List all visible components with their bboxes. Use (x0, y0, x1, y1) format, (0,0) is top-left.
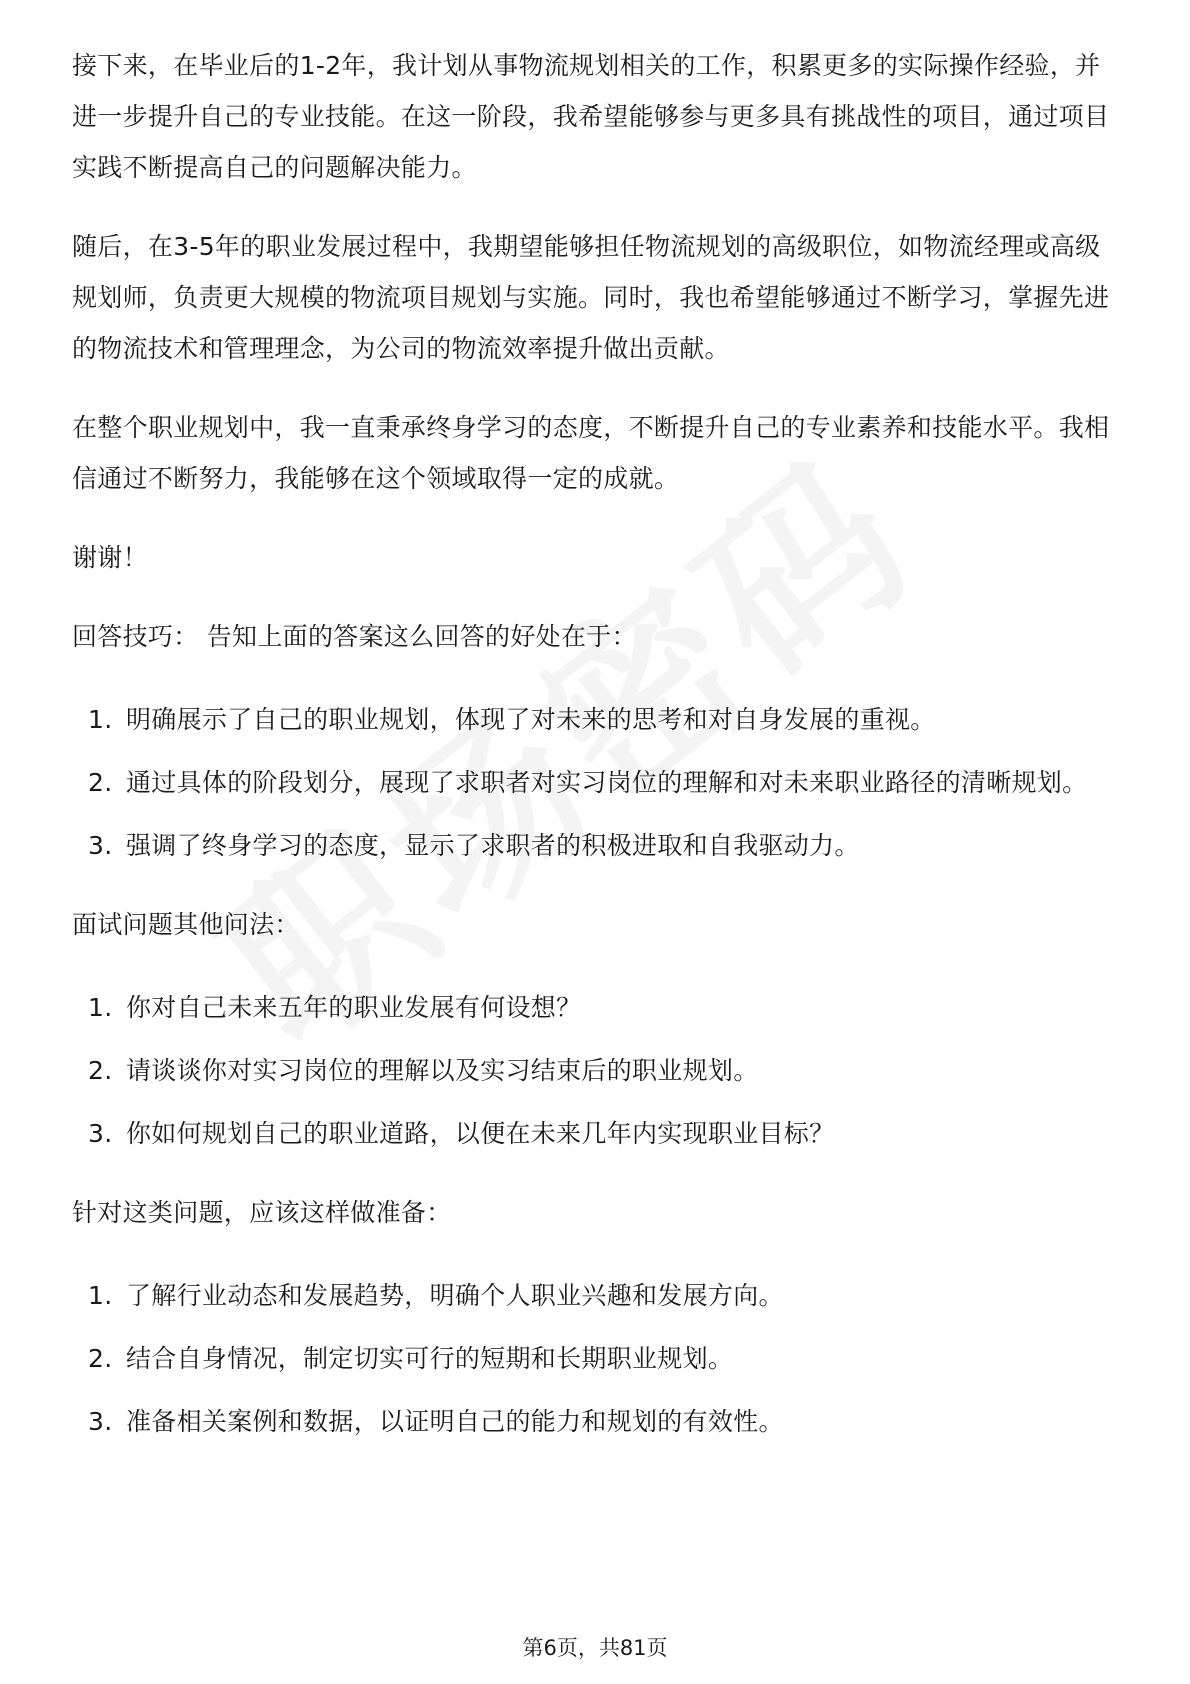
list-number: 2. (88, 1056, 113, 1085)
list-item (72, 982, 1118, 1033)
list-item-text: 强调了终身学习的态度，显示了求职者的积极进取和自我驱动力。 (126, 831, 860, 860)
list-item-text: 通过具体的阶段划分，展现了求职者对实习岗位的理解和对未来职业路径的清晰规划。 (126, 768, 1088, 797)
preparation-list (72, 1270, 1118, 1447)
list-item-text: 了解行业动态和发展趋势，明确个人职业兴趣和发展方向。 (126, 1281, 784, 1310)
tips-list (72, 694, 1118, 871)
list-item (72, 1396, 1118, 1447)
list-number: 2. (88, 1344, 113, 1373)
list-number: 3. (88, 1407, 113, 1436)
page-number-footer: 第6页，共81页 (522, 1636, 668, 1660)
list-number: 1. (88, 993, 113, 1022)
list-item (72, 1108, 1118, 1159)
other-questions-heading: 面试问题其他问法： (72, 910, 300, 939)
list-item-text: 你如何规划自己的职业道路，以便在未来几年内实现职业目标？ (126, 1119, 835, 1148)
list-number: 1. (88, 1281, 113, 1310)
list-item (72, 694, 1118, 745)
other-questions-list (72, 982, 1118, 1159)
tips-heading: 回答技巧： 告知上面的答案这么回答的好处在于： (72, 622, 637, 651)
paragraph-plan-1-2-years: 接下来，在毕业后的1-2年，我计划从事物流规划相关的工作，积累更多的实际操作经验，并进一步提升自己的专业技能。在这一阶段，我希望能够参与更多具有挑战性的项目，通过项目实践不断提高自己的问题解决能力。 (72, 51, 1110, 182)
preparation-heading: 针对这类问题，应该这样做准备： (72, 1198, 452, 1227)
list-number: 3. (88, 831, 113, 860)
list-item (72, 1045, 1118, 1096)
list-item (72, 1270, 1118, 1321)
list-item (72, 757, 1118, 808)
list-item-text: 明确展示了自己的职业规划，体现了对未来的思考和对自身发展的重视。 (126, 705, 936, 734)
list-item-text: 结合自身情况，制定切实可行的短期和长期职业规划。 (126, 1344, 734, 1373)
list-item-text: 请谈谈你对实习岗位的理解以及实习结束后的职业规划。 (126, 1056, 759, 1085)
list-number: 3. (88, 1119, 113, 1148)
paragraph-thanks: 谢谢！ (72, 543, 148, 572)
paragraph-plan-3-5-years: 随后，在3-5年的职业发展过程中，我期望能够担任物流规划的高级职位，如物流经理或高级规划师，负责更大规模的物流项目规划与实施。同时，我也希望能够通过不断学习，掌握先进的物流技术和管理理念，为公司的物流效率提升做出贡献。 (72, 232, 1110, 363)
list-number: 1. (88, 705, 113, 734)
list-item-text: 你对自己未来五年的职业发展有何设想？ (126, 993, 582, 1022)
list-number: 2. (88, 768, 113, 797)
list-item (72, 1333, 1118, 1384)
document-body (72, 40, 1118, 1475)
list-item-text: 准备相关案例和数据，以证明自己的能力和规划的有效性。 (126, 1407, 784, 1436)
paragraph-lifelong-learning: 在整个职业规划中，我一直秉承终身学习的态度，不断提升自己的专业素养和技能水平。我相信通过不断努力，我能够在这个领域取得一定的成就。 (72, 413, 1110, 493)
list-item (72, 820, 1118, 871)
